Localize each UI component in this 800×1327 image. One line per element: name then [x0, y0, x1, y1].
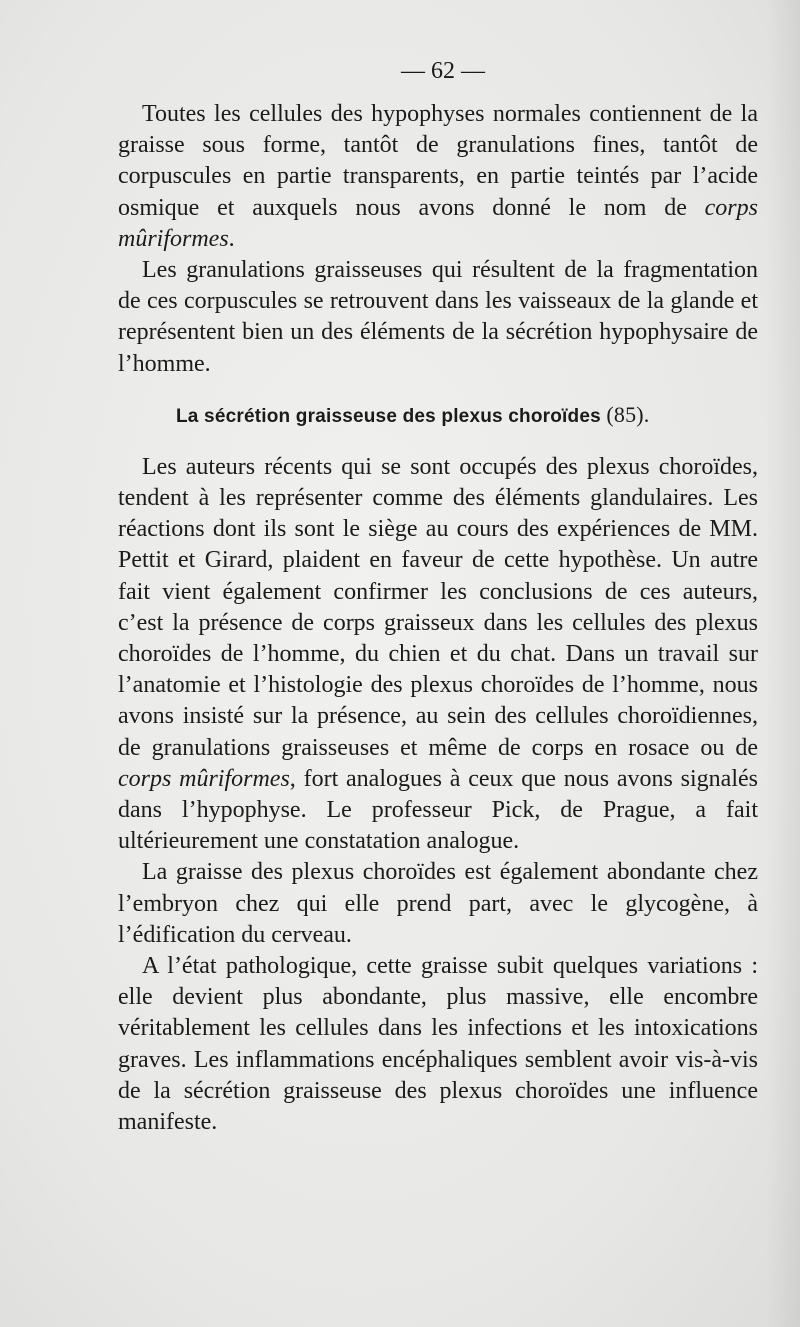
section-heading-title: La sécrétion graisseuse des plexus choroïdes: [176, 405, 601, 427]
paragraph-text: Les auteurs récents qui se sont occupés des plexus choroïdes, tendent à les représenter comme des éléments glandulaires. Les réactions dont ils sont le siège au cours des expériences de MM. Pettit et Girard, plaident en faveur de cette hypothèse. Un autre fait vient également confirmer les conclusions de ces auteurs, c’est la présence de corps graisseux dans les cellules des plexus choroïdes de l’homme, du chien et du chat. Dans un travail sur l’anatomie et l’histologie des plexus choroïdes de l’homme, nous avons insisté sur la présence, au sein des cellules choroïdiennes, de granulations graisseuses et même de corps en rosace ou de: [118, 453, 758, 761]
paragraph-text-end: .: [228, 225, 235, 252]
paragraph-granulations: Les granulations graisseuses qui résultent de la fragmentation de ces corpuscules se retrouvent dans les vaisseaux de la glande et représentent bien un des éléments de la sécrétion hypophysaire de l’homme.: [118, 257, 758, 377]
text-body: [118, 56, 758, 1138]
italic-term: corps mûriformes: [118, 194, 758, 252]
section-heading-ref: (85).: [606, 401, 650, 427]
paragraph-text-end: , fort analogues à ceux que nous avons signalés dans l’hypophyse. Le professeur Pick, de Prague, a fait ultérieurement une constatation analogue.: [118, 765, 758, 855]
italic-term: corps mûriformes: [118, 765, 290, 792]
page-edge-shadow: [766, 0, 800, 1327]
page-number: — 62 —: [401, 58, 485, 84]
paragraph-plexus-authors: [118, 452, 758, 858]
paragraph-embryo-fat: La graisse des plexus choroïdes est également abondante chez l’embryon chez qui elle prend part, avec le glycogène, à l’édification du cerveau.: [118, 859, 758, 948]
paragraph-pathology: A l’état pathologique, cette graisse subit quelques variations : elle devient plus abondante, plus massive, elle encombre véritablement les cellules dans les infections et les intoxications graves. Les inflammations encéphaliques semblent avoir vis-à-vis de la sécrétion graisseuse des plexus choroïdes une influence manifeste.: [118, 953, 758, 1136]
paragraph-text: Toutes les cellules des hypophyses normales contiennent de la graisse sous forme, tantôt de granulations fines, tantôt de corpuscules en partie transparents, en partie teintés par l’acide osmique et auxquels nous avons donné le nom de: [118, 101, 758, 221]
section-heading: [118, 400, 758, 432]
paragraph-hypophyse-fat: [118, 99, 758, 255]
